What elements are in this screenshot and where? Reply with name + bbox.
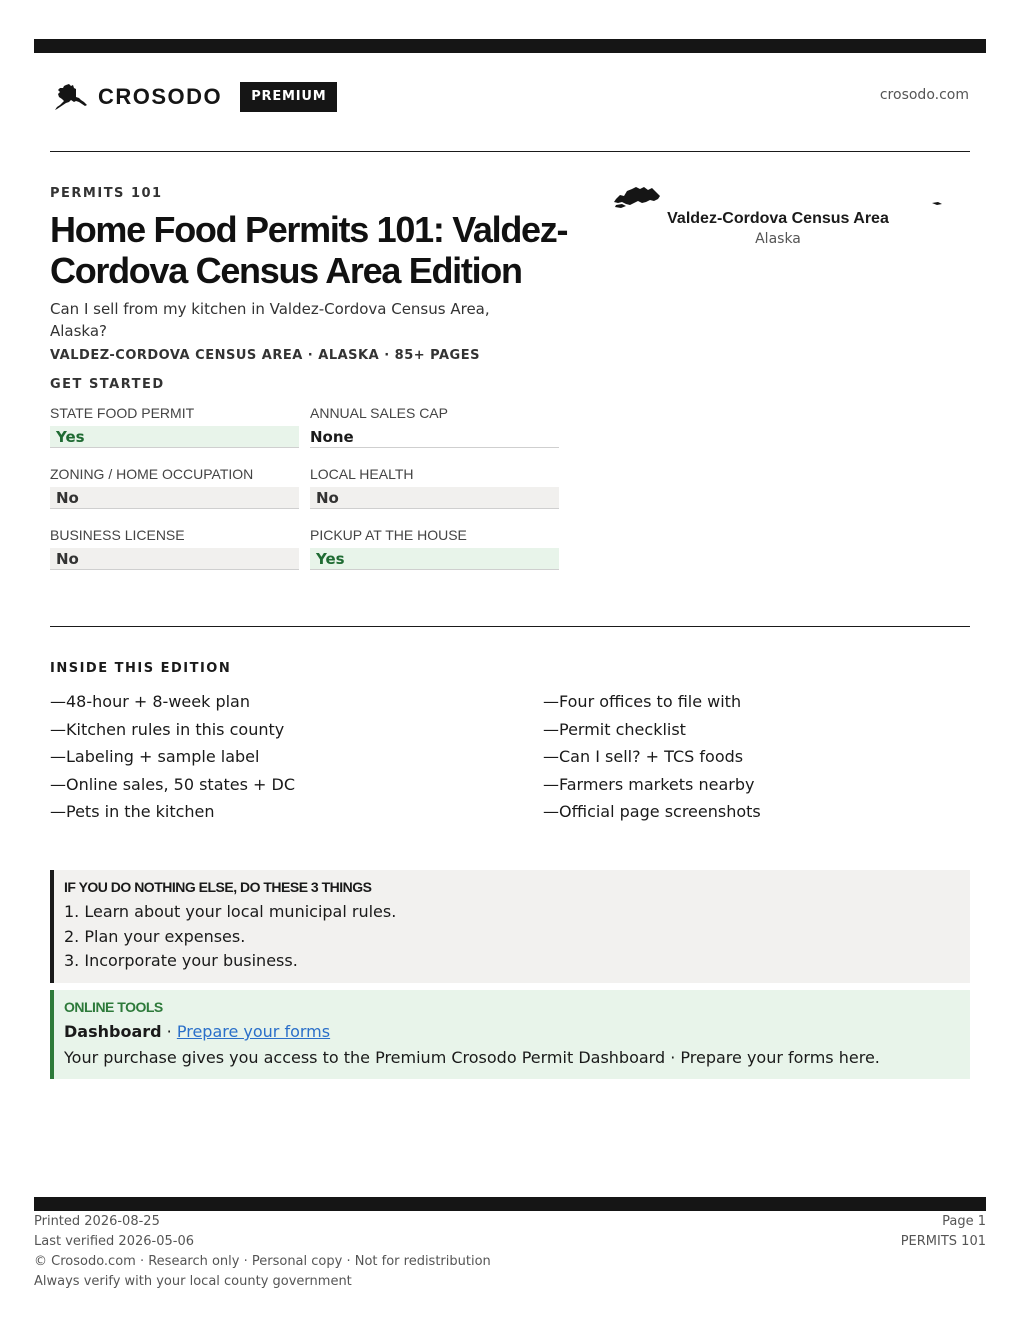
fact-annual-sales-cap: [310, 404, 559, 448]
separator: ·: [161, 1022, 177, 1041]
page-number: Page 1: [942, 1214, 986, 1229]
toc-item: —Labeling + sample label: [50, 747, 260, 766]
section-divider: [50, 626, 970, 627]
fact-zoning: [50, 465, 299, 509]
page-subtitle: Can I sell from my kitchen in Valdez-Cordova Census Area, Alaska?: [50, 300, 490, 340]
fact-label: PICKUP AT THE HOUSE: [310, 527, 467, 543]
fact-value: Yes: [50, 426, 299, 448]
copyright-notice: © Crosodo.com · Research only · Personal copy · Not for redistribution: [34, 1254, 491, 1269]
verified-date: Last verified 2026-05-06: [34, 1234, 194, 1249]
fact-pickup-at-house: [310, 526, 559, 570]
get-started-heading: GET STARTED: [50, 377, 165, 392]
callout-item: 1. Learn about your local municipal rules.: [64, 902, 397, 921]
fact-value: No: [50, 548, 299, 570]
tools-dashboard-line: [64, 1022, 970, 1042]
toc-left-column: [50, 688, 295, 826]
locale-state: Alaska: [755, 231, 801, 247]
footer-left: [34, 1212, 491, 1292]
county-map-silhouette-icon: [612, 183, 944, 213]
toc-item: —Online sales, 50 states + DC: [50, 774, 296, 794]
printed-date: Printed 2026-08-25: [34, 1214, 160, 1229]
dashboard-label: Dashboard: [64, 1022, 162, 1041]
edition-meta: VALDEZ-CORDOVA CENSUS AREA · ALASKA · 85+ PAGES: [50, 348, 480, 363]
toc-right-column: [543, 688, 761, 826]
site-url[interactable]: crosodo.com: [879, 87, 969, 103]
brand-name: CROSODO: [98, 84, 223, 109]
page-title: Home Food Permits 101: Valdez-Cordova Census Area Edition: [50, 209, 568, 291]
header-divider: [50, 151, 970, 152]
fact-state-food-permit: [50, 404, 299, 448]
toc-item: —Four offices to file with: [543, 692, 742, 711]
online-tools-callout: [50, 990, 970, 1079]
toc-item: —Pets in the kitchen: [50, 802, 215, 821]
fact-business-license: [50, 526, 299, 570]
inside-edition-heading: INSIDE THIS EDITION: [50, 661, 232, 676]
fact-label: ZONING / HOME OCCUPATION: [50, 466, 254, 482]
fact-value: None: [310, 426, 559, 448]
fact-label: ANNUAL SALES CAP: [310, 405, 448, 421]
callout-item: 2. Plan your expenses.: [64, 926, 246, 946]
fact-value: No: [310, 487, 559, 509]
callout-item: 3. Incorporate your business.: [64, 951, 298, 970]
toc-item: —Farmers markets nearby: [543, 774, 755, 794]
footer-section: PERMITS 101: [900, 1234, 986, 1249]
toc-item: —48-hour + 8-week plan: [50, 692, 250, 711]
callout-title: IF YOU DO NOTHING ELSE, DO THESE 3 THINGS: [64, 879, 372, 895]
fact-value: No: [50, 487, 299, 509]
fact-label: LOCAL HEALTH: [310, 466, 414, 482]
bottom-bar: [34, 1197, 986, 1211]
locale-name: Valdez-Cordova Census Area: [667, 210, 889, 227]
fact-label: BUSINESS LICENSE: [50, 527, 185, 543]
alaska-state-silhouette-icon: [54, 83, 88, 111]
fact-label: STATE FOOD PERMIT: [50, 405, 195, 421]
premium-badge: PREMIUM: [240, 82, 337, 112]
toc-item: —Permit checklist: [543, 719, 686, 739]
prepare-forms-link[interactable]: Prepare your forms: [176, 1022, 331, 1041]
fact-grid: [50, 404, 559, 570]
section-kicker: PERMITS 101: [50, 186, 163, 201]
verify-note: Always verify with your local county government: [34, 1274, 352, 1289]
footer-right: [901, 1212, 986, 1252]
toc-item: —Official page screenshots: [543, 802, 761, 821]
fact-value: Yes: [310, 548, 559, 570]
tools-description: Your purchase gives you access to the Premium Crosodo Permit Dashboard · Prepare your forms here.: [64, 1048, 880, 1067]
top-three-callout: [50, 870, 970, 983]
brand-logo[interactable]: [54, 82, 337, 112]
fact-local-health: [310, 465, 559, 509]
top-bar: [34, 39, 986, 53]
toc-item: —Kitchen rules in this county: [50, 719, 285, 739]
toc-item: —Can I sell? + TCS foods: [543, 747, 744, 766]
callout-list: [64, 900, 970, 974]
tools-title: ONLINE TOOLS: [64, 999, 163, 1015]
